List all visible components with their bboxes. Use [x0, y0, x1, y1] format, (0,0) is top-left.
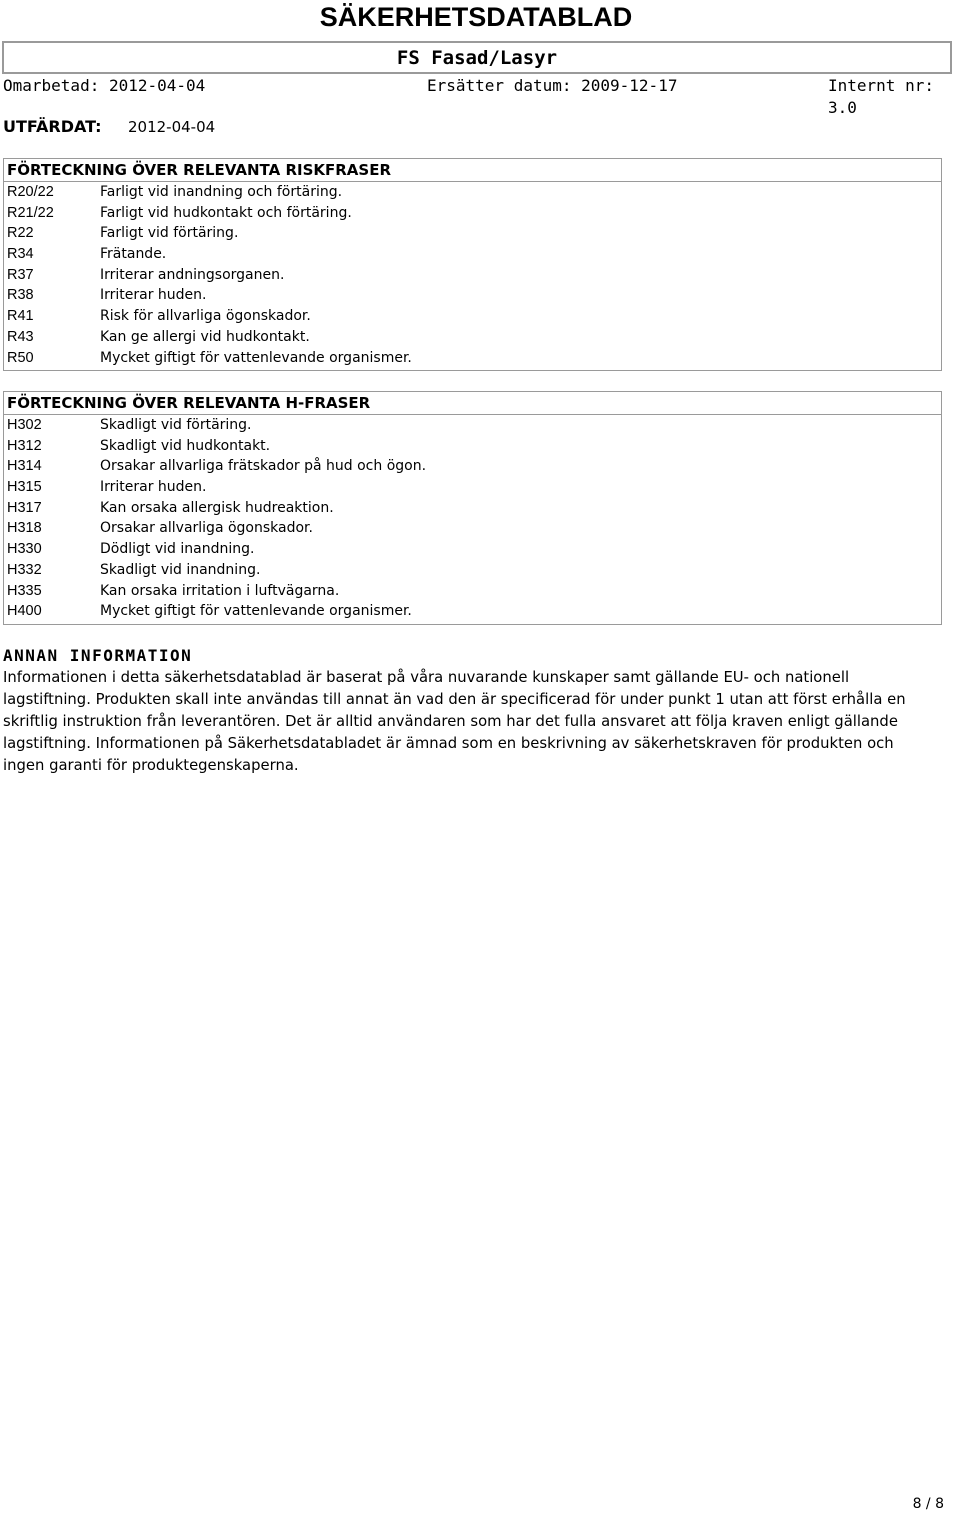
phrase-code: R50 [7, 349, 34, 366]
phrase-code: R22 [7, 225, 34, 242]
internal-number: Internt nr: 3.0 [828, 76, 934, 117]
risk-phrase-row [4, 348, 941, 369]
risk-phrases-title: FÖRTECKNING ÖVER RELEVANTA RISKFRASER [4, 159, 941, 182]
h-phrase-row [4, 518, 941, 539]
risk-phrase-row [4, 265, 941, 286]
phrase-code: H318 [7, 520, 42, 537]
h-phrase-row [4, 456, 941, 477]
phrase-text: Skadligt vid inandning. [100, 561, 261, 578]
risk-phrase-row [4, 306, 941, 327]
phrase-text: Mycket giftigt för vattenlevande organismer. [100, 349, 412, 366]
phrase-code: H312 [7, 437, 42, 454]
phrase-text: Risk för allvarliga ögonskador. [100, 308, 311, 325]
replaces-date: Ersätter datum: 2009-12-17 [427, 76, 678, 95]
phrase-text: Kan orsaka irritation i luftvägarna. [100, 582, 340, 599]
phrase-code: R38 [7, 287, 34, 304]
risk-phrases-list [4, 182, 941, 370]
phrase-text: Orsakar allvarliga ögonskador. [100, 520, 313, 537]
phrase-code: R34 [7, 246, 34, 263]
risk-phrase-row [4, 244, 941, 265]
phrase-code: H315 [7, 479, 42, 496]
risk-phrase-row [4, 223, 941, 244]
phrase-text: Kan orsaka allergisk hudreaktion. [100, 499, 334, 516]
risk-phrase-row [4, 182, 941, 203]
phrase-code: R41 [7, 308, 34, 325]
phrase-text: Frätande. [100, 246, 167, 263]
risk-phrases-section [3, 158, 942, 371]
phrase-code: R43 [7, 328, 34, 345]
phrase-code: H335 [7, 582, 42, 599]
product-name-box [2, 41, 952, 74]
phrase-code: H314 [7, 458, 42, 475]
issued-date: 2012-04-04 [128, 118, 216, 136]
h-phrase-row [4, 539, 941, 560]
phrase-code: H330 [7, 541, 42, 558]
phrase-code: H332 [7, 561, 42, 578]
phrase-code: R37 [7, 266, 34, 283]
h-phrase-row [4, 581, 941, 602]
risk-phrase-row [4, 203, 941, 224]
phrase-code: H400 [7, 603, 42, 620]
phrase-text: Mycket giftigt för vattenlevande organismer. [100, 603, 412, 620]
h-phrase-row [4, 498, 941, 519]
phrase-code: H302 [7, 417, 42, 433]
revised-date: Omarbetad: 2012-04-04 [3, 76, 206, 95]
h-phrase-row [4, 477, 941, 498]
h-phrases-list [4, 415, 941, 624]
phrase-text: Farligt vid hudkontakt och förtäring. [100, 204, 352, 221]
phrase-text: Irriterar huden. [100, 479, 207, 496]
phrase-text: Skadligt vid förtäring. [100, 417, 252, 433]
h-phrase-row [4, 601, 941, 622]
phrase-text: Farligt vid förtäring. [100, 225, 239, 242]
phrase-code: H317 [7, 499, 42, 516]
h-phrases-section [3, 391, 942, 625]
issued-label: UTFÄRDAT: [3, 117, 102, 136]
phrase-code: R21/22 [7, 204, 54, 221]
h-phrase-row [4, 436, 941, 457]
h-phrase-row [4, 560, 941, 581]
risk-phrase-row [4, 285, 941, 306]
phrase-text: Dödligt vid inandning. [100, 541, 255, 558]
phrase-text: Skadligt vid hudkontakt. [100, 437, 271, 454]
phrase-text: Irriterar huden. [100, 287, 207, 304]
h-phrase-row [4, 415, 941, 436]
risk-phrase-row [4, 327, 941, 348]
product-name: FS Fasad/Lasyr [396, 47, 558, 69]
phrase-text: Kan ge allergi vid hudkontakt. [100, 328, 310, 345]
other-info-body: Informationen i detta säkerhetsdatablad är baserat på våra nuvarande kunskaper samt gällande EU- och nationell lagstiftning. Produkten skall inte användas till annat än vad den är specificerad för under punkt 1 utan att först erhålla en skriftlig instruktion från leverantören. Det är alltid användaren som har det fulla ansvaret att följa kraven enligt gällande lagstiftning. Informationen på Säkerhetsdatabladet är ämnad som en beskrivning av säkerhetskraven för produkten och ingen garanti för produktegenskaperna. [3, 669, 906, 774]
page-number: 8 / 8 [912, 1496, 944, 1512]
h-phrases-title: FÖRTECKNING ÖVER RELEVANTA H-FRASER [4, 392, 941, 415]
document-title: SÄKERHETSDATABLAD [319, 2, 633, 32]
phrase-text: Irriterar andningsorganen. [100, 266, 285, 283]
phrase-text: Orsakar allvarliga frätskador på hud och ögon. [100, 458, 427, 475]
other-info-title: ANNAN INFORMATION [3, 646, 193, 665]
phrase-code: R20/22 [7, 184, 54, 200]
phrase-text: Farligt vid inandning och förtäring. [100, 184, 343, 200]
